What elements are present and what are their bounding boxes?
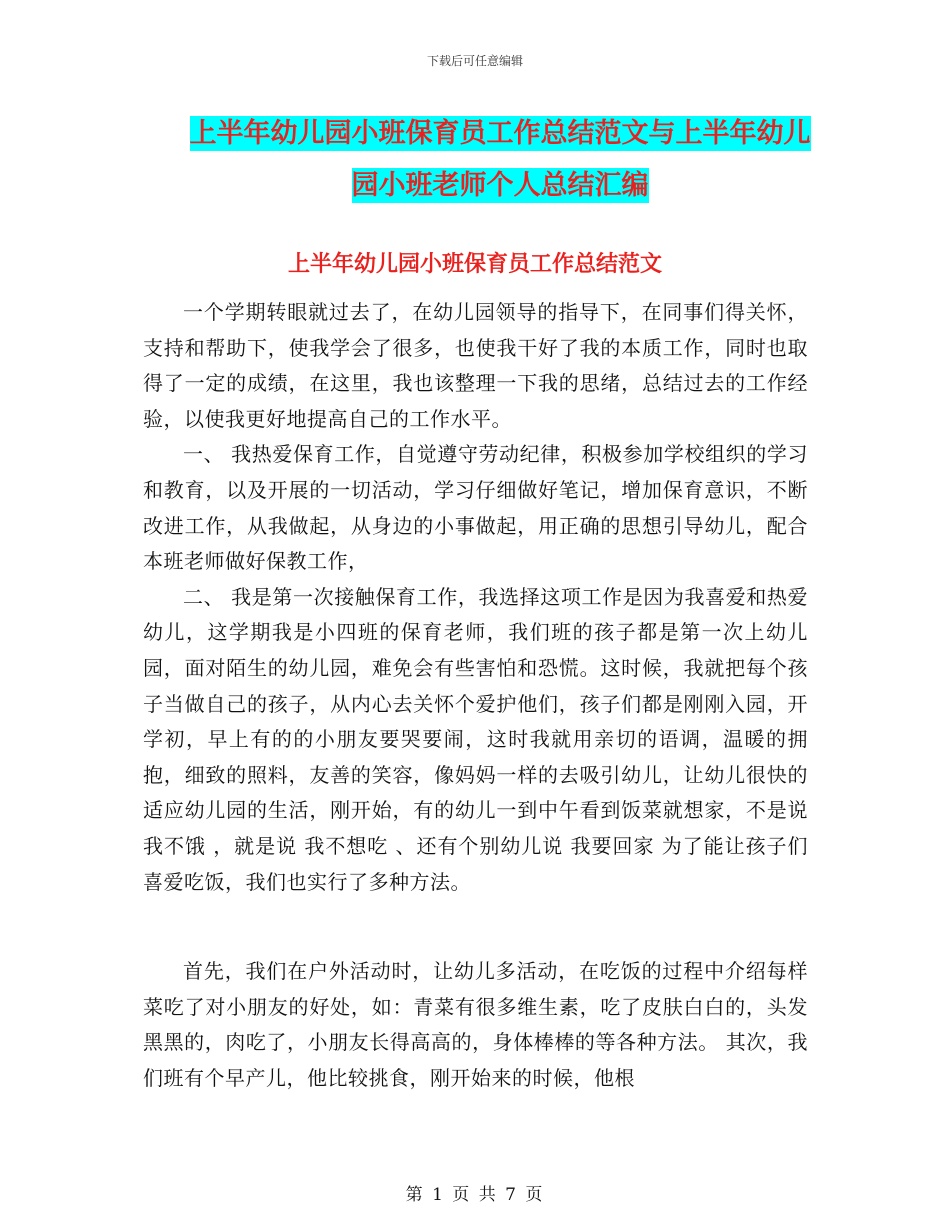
paragraph-methods: 首先，我们在户外活动时，让幼儿多活动，在吃饭的过程中介绍每样菜吃了对小朋友的好处，如：青菜有很多维生素，吃了皮肤白白的，头发黑黑的，肉吃了，小朋友长得高高的，身体棒棒的等各种方法。 其次，我们班有个早产儿，他比较挑食，刚开始来的时候，他根 <box>143 959 808 1090</box>
paragraph-point-1: 一、 我热爱保育工作，自觉遵守劳动纪律，积极参加学校组织的学习和教育，以及开展的一切活动，学习仔细做好笔记，增加保育意识，不断改进工作，从我做起，从身边的小事做起，用正确的思想引导幼儿，配合本班老师做好保教工作， <box>143 442 808 574</box>
body-text-block-2 <box>143 954 808 1096</box>
body-text-block-1 <box>143 295 808 900</box>
main-title-line2: 园小班老师个人总结汇编 <box>351 170 649 201</box>
paragraph-intro: 一个学期转眼就过去了，在幼儿园领导的指导下，在同事们得关怀，支持和帮助下，使我学会了很多，也使我干好了我的本质工作，同时也取得了一定的成绩，在这里，我也该整理一下我的思绪，总结过去的工作经验，以使我更好地提高自己的工作水平。 <box>143 300 808 431</box>
main-title-line1: 上半年幼儿园小班保育员工作总结范文与上半年幼儿 <box>189 118 811 149</box>
page-footer: 第 1 页 共 7 页 <box>405 1185 545 1205</box>
header-note: 下载后可任意编辑 <box>426 54 523 68</box>
section-title: 上半年幼儿园小班保育员工作总结范文 <box>287 252 662 277</box>
paragraph-point-2: 二、 我是第一次接触保育工作，我选择这项工作是因为我喜爱和热爱幼儿，这学期我是小四班的保育老师，我们班的孩子都是第一次上幼儿园，面对陌生的幼儿园，难免会有些害怕和恐慌。这时候，我就把每个孩子当做自己的孩子，从内心去关怀个爱护他们，孩子们都是刚刚入园，开学初，早上有的的小朋友要哭要闹，这时我就用亲切的语调，温暖的拥抱，细致的照料，友善的笑容，像妈妈一样的去吸引幼儿，让幼儿很快的适应幼儿园的生活，刚开始，有的幼儿一到中午看到饭菜就想家，不是说 我不饿 ，就是说 我不想吃 、还有个别幼儿说 我要回家 为了能让孩子们喜爱吃饭，我们也实行了多种方法。 <box>143 584 808 894</box>
main-title <box>180 108 820 212</box>
